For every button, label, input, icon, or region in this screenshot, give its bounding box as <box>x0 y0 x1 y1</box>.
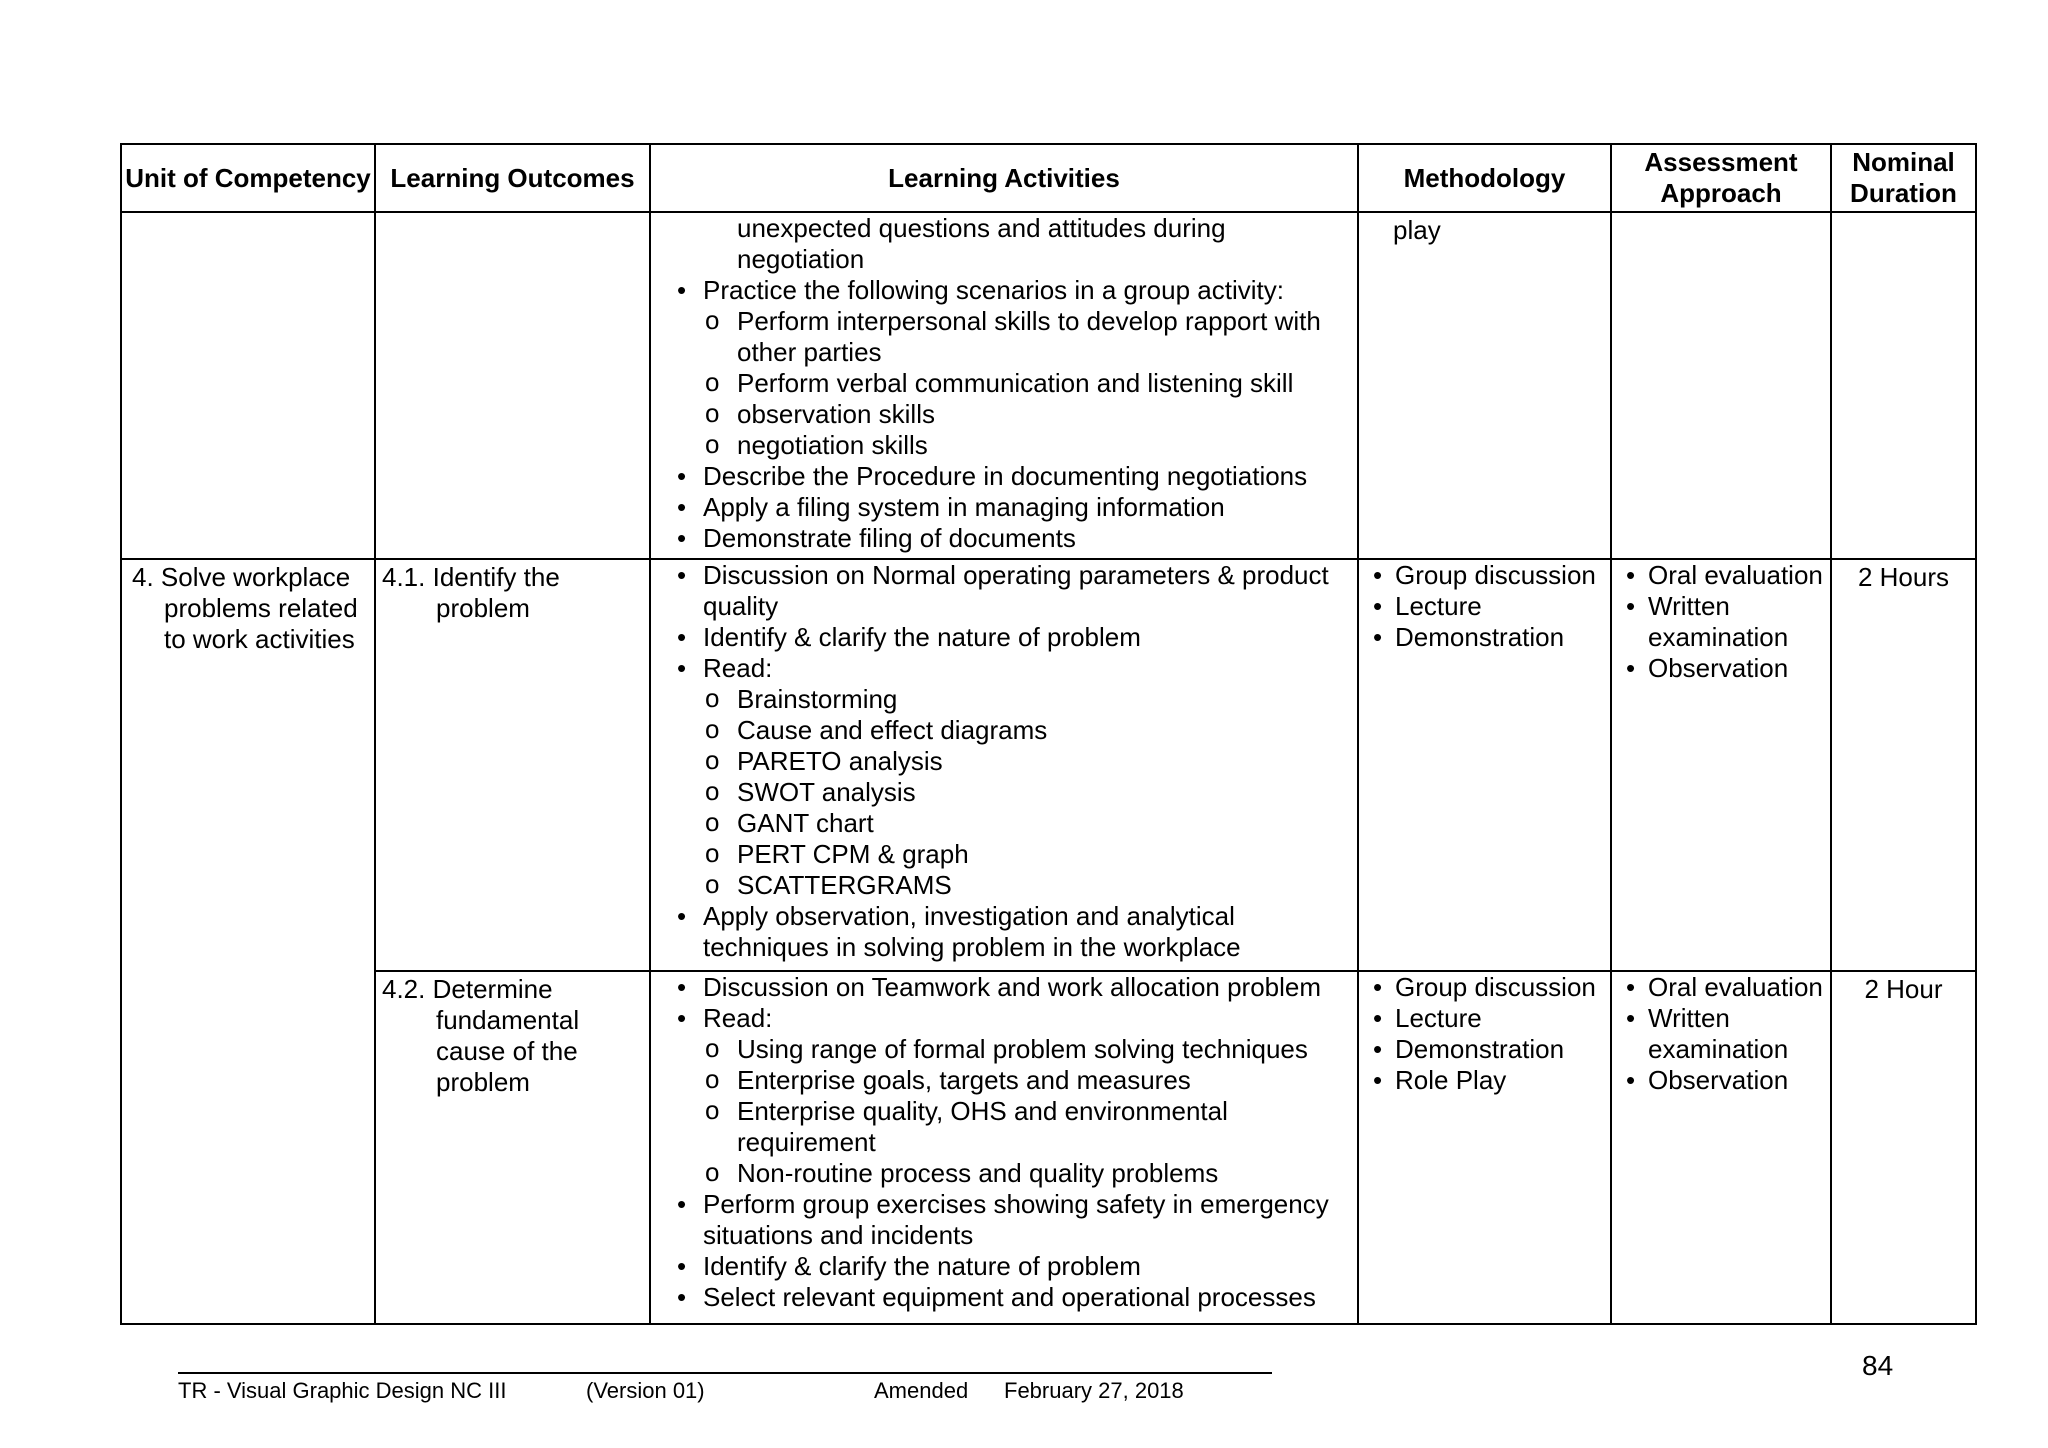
outcome-number: 4.2. <box>382 974 426 1004</box>
list-item: o Enterprise quality, OHS and environmental requirement <box>703 1096 1357 1158</box>
methodology-text: play <box>1393 215 1441 245</box>
list-item <box>677 213 1357 275</box>
table-row <box>121 559 1976 971</box>
methodology-cell <box>1358 212 1611 559</box>
header-duration: Nominal Duration <box>1831 144 1976 212</box>
list-item <box>677 275 1357 461</box>
list-item-text: Read: <box>703 1003 773 1033</box>
list-item: • Observation <box>1626 1065 1830 1096</box>
table-row <box>121 212 1976 559</box>
header-methodology: Methodology <box>1358 144 1611 212</box>
list-item: • Group discussion <box>1373 972 1610 1003</box>
header-unit: Unit of Competency <box>121 144 375 212</box>
list-item: o PERT CPM & graph <box>703 839 1357 870</box>
outcome-number: 4.1. <box>382 562 426 592</box>
page-number: 84 <box>1862 1350 1894 1381</box>
methodology-cell <box>1358 971 1611 1324</box>
header-row <box>121 144 1976 212</box>
assessment-cell <box>1611 212 1831 559</box>
list-item: o Perform interpersonal skills to develop rapport with <box>703 306 1357 337</box>
footer-date: February 27, 2018 <box>1004 1378 1184 1403</box>
unit-cell <box>121 212 375 559</box>
list-item: • Describe the Procedure in documenting negotiations <box>677 461 1357 492</box>
assessment-list <box>1612 972 1830 1096</box>
list-item: o Enterprise goals, targets and measures <box>703 1065 1357 1096</box>
list-item: other parties <box>737 337 882 367</box>
list-item: o SCATTERGRAMS <box>703 870 1357 901</box>
list-item: • Lecture <box>1373 591 1610 622</box>
activities-list <box>651 213 1357 554</box>
list-item: • Identify & clarify the nature of problem <box>677 622 1357 653</box>
header-activities: Learning Activities <box>650 144 1358 212</box>
duration-cell <box>1831 559 1976 971</box>
duration-cell <box>1831 212 1976 559</box>
assessment-cell <box>1611 971 1831 1324</box>
list-item: o observation skills <box>703 399 1357 430</box>
learning-outcome <box>382 974 643 1098</box>
header-outcomes: Learning Outcomes <box>375 144 650 212</box>
list-item: • Discussion on Teamwork and work allocation problem <box>677 972 1357 1003</box>
unit-number: 4. <box>132 562 154 592</box>
list-item: • Lecture <box>1373 1003 1610 1034</box>
outcome-text: Determine fundamental cause of the problem <box>432 974 580 1097</box>
footer-amended-label: Amended <box>874 1378 969 1403</box>
assessment-list <box>1612 560 1830 684</box>
list-item: • Demonstrate filing of documents <box>677 523 1357 554</box>
list-item <box>677 653 1357 901</box>
assessment-cell <box>1611 559 1831 971</box>
footer-divider <box>178 1372 1272 1374</box>
outcome-cell <box>375 212 650 559</box>
list-item: o SWOT analysis <box>703 777 1357 808</box>
list-item: • Discussion on Normal operating parameters & product quality <box>677 560 1357 622</box>
activities-cell <box>650 212 1358 559</box>
list-item: unexpected questions and attitudes during <box>737 213 1226 243</box>
list-item: o Cause and effect diagrams <box>703 715 1357 746</box>
list-item-text: Practice the following scenarios in a group activity: <box>703 275 1284 305</box>
list-item: • Oral evaluation <box>1626 560 1830 591</box>
activities-list <box>651 972 1357 1313</box>
list-item: o PARETO analysis <box>703 746 1357 777</box>
list-item: • Role Play <box>1373 1065 1610 1096</box>
list-item: • Group discussion <box>1373 560 1610 591</box>
list-item: • Apply a filing system in managing information <box>677 492 1357 523</box>
unit-of-competency <box>132 562 368 655</box>
training-table <box>120 143 1977 1325</box>
outcome-text: Identify the problem <box>432 562 560 623</box>
activities-cell <box>650 971 1358 1324</box>
list-item: • Written examination <box>1626 1003 1830 1065</box>
list-item: • Identify & clarify the nature of problem <box>677 1251 1357 1282</box>
outcome-cell <box>375 971 650 1324</box>
list-item: • Oral evaluation <box>1626 972 1830 1003</box>
list-item: • Demonstration <box>1373 1034 1610 1065</box>
methodology-cell <box>1358 559 1611 971</box>
list-item: o Using range of formal problem solving techniques <box>703 1034 1357 1065</box>
activities-cell <box>650 559 1358 971</box>
list-item: • Demonstration <box>1373 622 1610 653</box>
table-row <box>121 971 1976 1324</box>
methodology-list <box>1359 560 1610 653</box>
list-item <box>677 1003 1357 1189</box>
methodology-list <box>1359 972 1610 1096</box>
list-item: o Brainstorming <box>703 684 1357 715</box>
duration-value: 2 Hours <box>1857 562 1950 592</box>
list-item: • Observation <box>1626 653 1830 684</box>
list-item-text: Read: <box>703 653 773 683</box>
learning-outcome <box>382 562 643 624</box>
list-item: o Perform verbal communication and listening skill <box>703 368 1357 399</box>
activities-list <box>651 560 1357 963</box>
list-item: • Written examination <box>1626 591 1830 653</box>
unit-cell <box>121 559 375 1324</box>
footer-doc-title: TR - Visual Graphic Design NC III <box>178 1378 507 1403</box>
footer-version: (Version 01) <box>586 1378 705 1403</box>
list-item: • Select relevant equipment and operational processes <box>677 1282 1357 1313</box>
list-item: o negotiation skills <box>703 430 1357 461</box>
list-item: o Non-routine process and quality problems <box>703 1158 1357 1189</box>
outcome-cell <box>375 559 650 971</box>
duration-value: 2 Hour <box>1864 974 1943 1004</box>
list-item: • Apply observation, investigation and analytical techniques in solving problem in the workplace <box>677 901 1357 963</box>
list-item: • Perform group exercises showing safety in emergency situations and incidents <box>677 1189 1357 1251</box>
unit-text: Solve workplace problems related to work activities <box>160 562 358 654</box>
header-assessment: Assessment Approach <box>1611 144 1831 212</box>
list-item: negotiation <box>737 244 865 274</box>
duration-cell <box>1831 971 1976 1324</box>
list-item: o GANT chart <box>703 808 1357 839</box>
